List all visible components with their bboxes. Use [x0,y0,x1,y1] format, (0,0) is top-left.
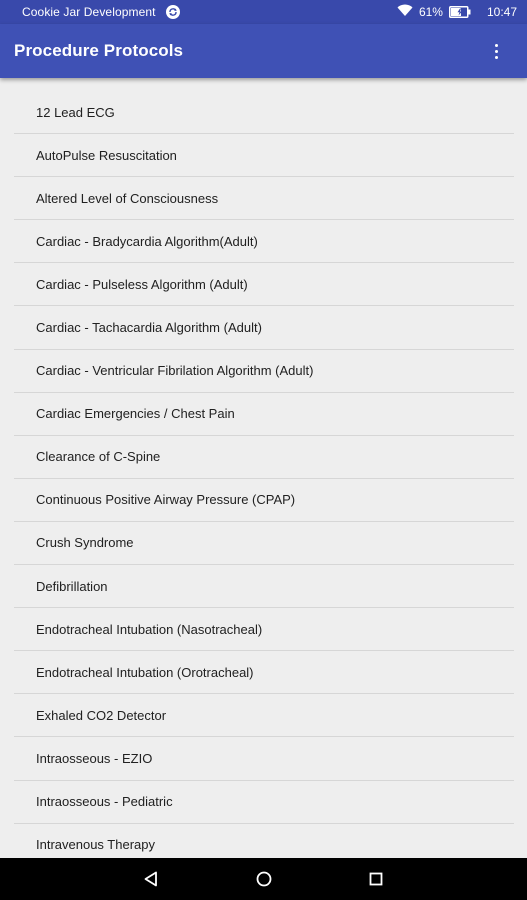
protocol-list-item[interactable] [14,781,514,824]
protocol-list-container[interactable] [0,78,527,858]
protocol-item-label: Altered Level of Consciousness [36,190,219,206]
protocol-list-item[interactable] [14,177,514,220]
protocol-item-label: Cardiac - Tachacardia Algorithm (Adult) [36,320,262,336]
status-indicators [397,4,517,20]
navigation-bar [0,858,527,900]
protocol-item-label: Defibrillation [36,578,108,594]
protocol-list-item[interactable] [14,694,514,737]
status-app-name: Cookie Jar Development [22,5,156,19]
protocol-list-item[interactable] [14,737,514,780]
protocol-list-item[interactable] [14,393,514,436]
app-bar [0,24,527,78]
protocol-list-item[interactable] [14,91,514,134]
status-bar [0,0,527,24]
protocol-list-item[interactable] [14,522,514,565]
protocol-list-item[interactable] [14,220,514,263]
protocol-list-item[interactable] [14,134,514,177]
protocol-item-label: Crush Syndrome [36,535,134,551]
protocol-item-label: Cardiac Emergencies / Chest Pain [36,406,235,422]
protocol-list-item[interactable] [14,306,514,349]
battery-charging-icon [449,6,471,18]
sync-icon [166,5,180,19]
protocol-item-label: Clearance of C-Spine [36,449,161,465]
more-vert-icon[interactable] [487,42,505,60]
protocol-list-item[interactable] [14,350,514,393]
protocol-item-label: Endotracheal Intubation (Orotracheal) [36,664,254,680]
protocol-item-label: Cardiac - Pulseless Algorithm (Adult) [36,276,248,292]
protocol-list-item[interactable] [14,824,514,858]
status-time: 10:47 [486,5,517,19]
recents-icon[interactable] [366,869,386,889]
protocol-item-label: Intraosseous - Pediatric [36,794,173,810]
protocol-item-label: Exhaled CO2 Detector [36,707,167,723]
protocol-list-item[interactable] [14,651,514,694]
protocol-list-item[interactable] [14,479,514,522]
protocol-item-label: 12 Lead ECG [36,104,115,120]
wifi-icon [397,4,413,20]
protocol-item-label: Endotracheal Intubation (Nasotracheal) [36,621,263,637]
protocol-list-item[interactable] [14,565,514,608]
home-icon[interactable] [254,869,274,889]
protocol-item-label: Cardiac - Ventricular Fibrilation Algorithm (Adult) [36,363,314,379]
page-title: Procedure Protocols [14,41,184,60]
protocol-item-label: Continuous Positive Airway Pressure (CPAP) [36,492,296,508]
protocol-list [14,91,514,858]
protocol-item-label: Intravenous Therapy [36,837,155,853]
protocol-list-item[interactable] [14,608,514,651]
protocol-item-label: Intraosseous - EZIO [36,750,153,766]
back-icon[interactable] [141,869,161,889]
battery-percent: 61% [418,5,443,19]
protocol-item-label: Cardiac - Bradycardia Algorithm(Adult) [36,233,258,249]
protocol-list-item[interactable] [14,263,514,306]
protocol-list-item[interactable] [14,436,514,479]
protocol-item-label: AutoPulse Resuscitation [36,147,177,163]
